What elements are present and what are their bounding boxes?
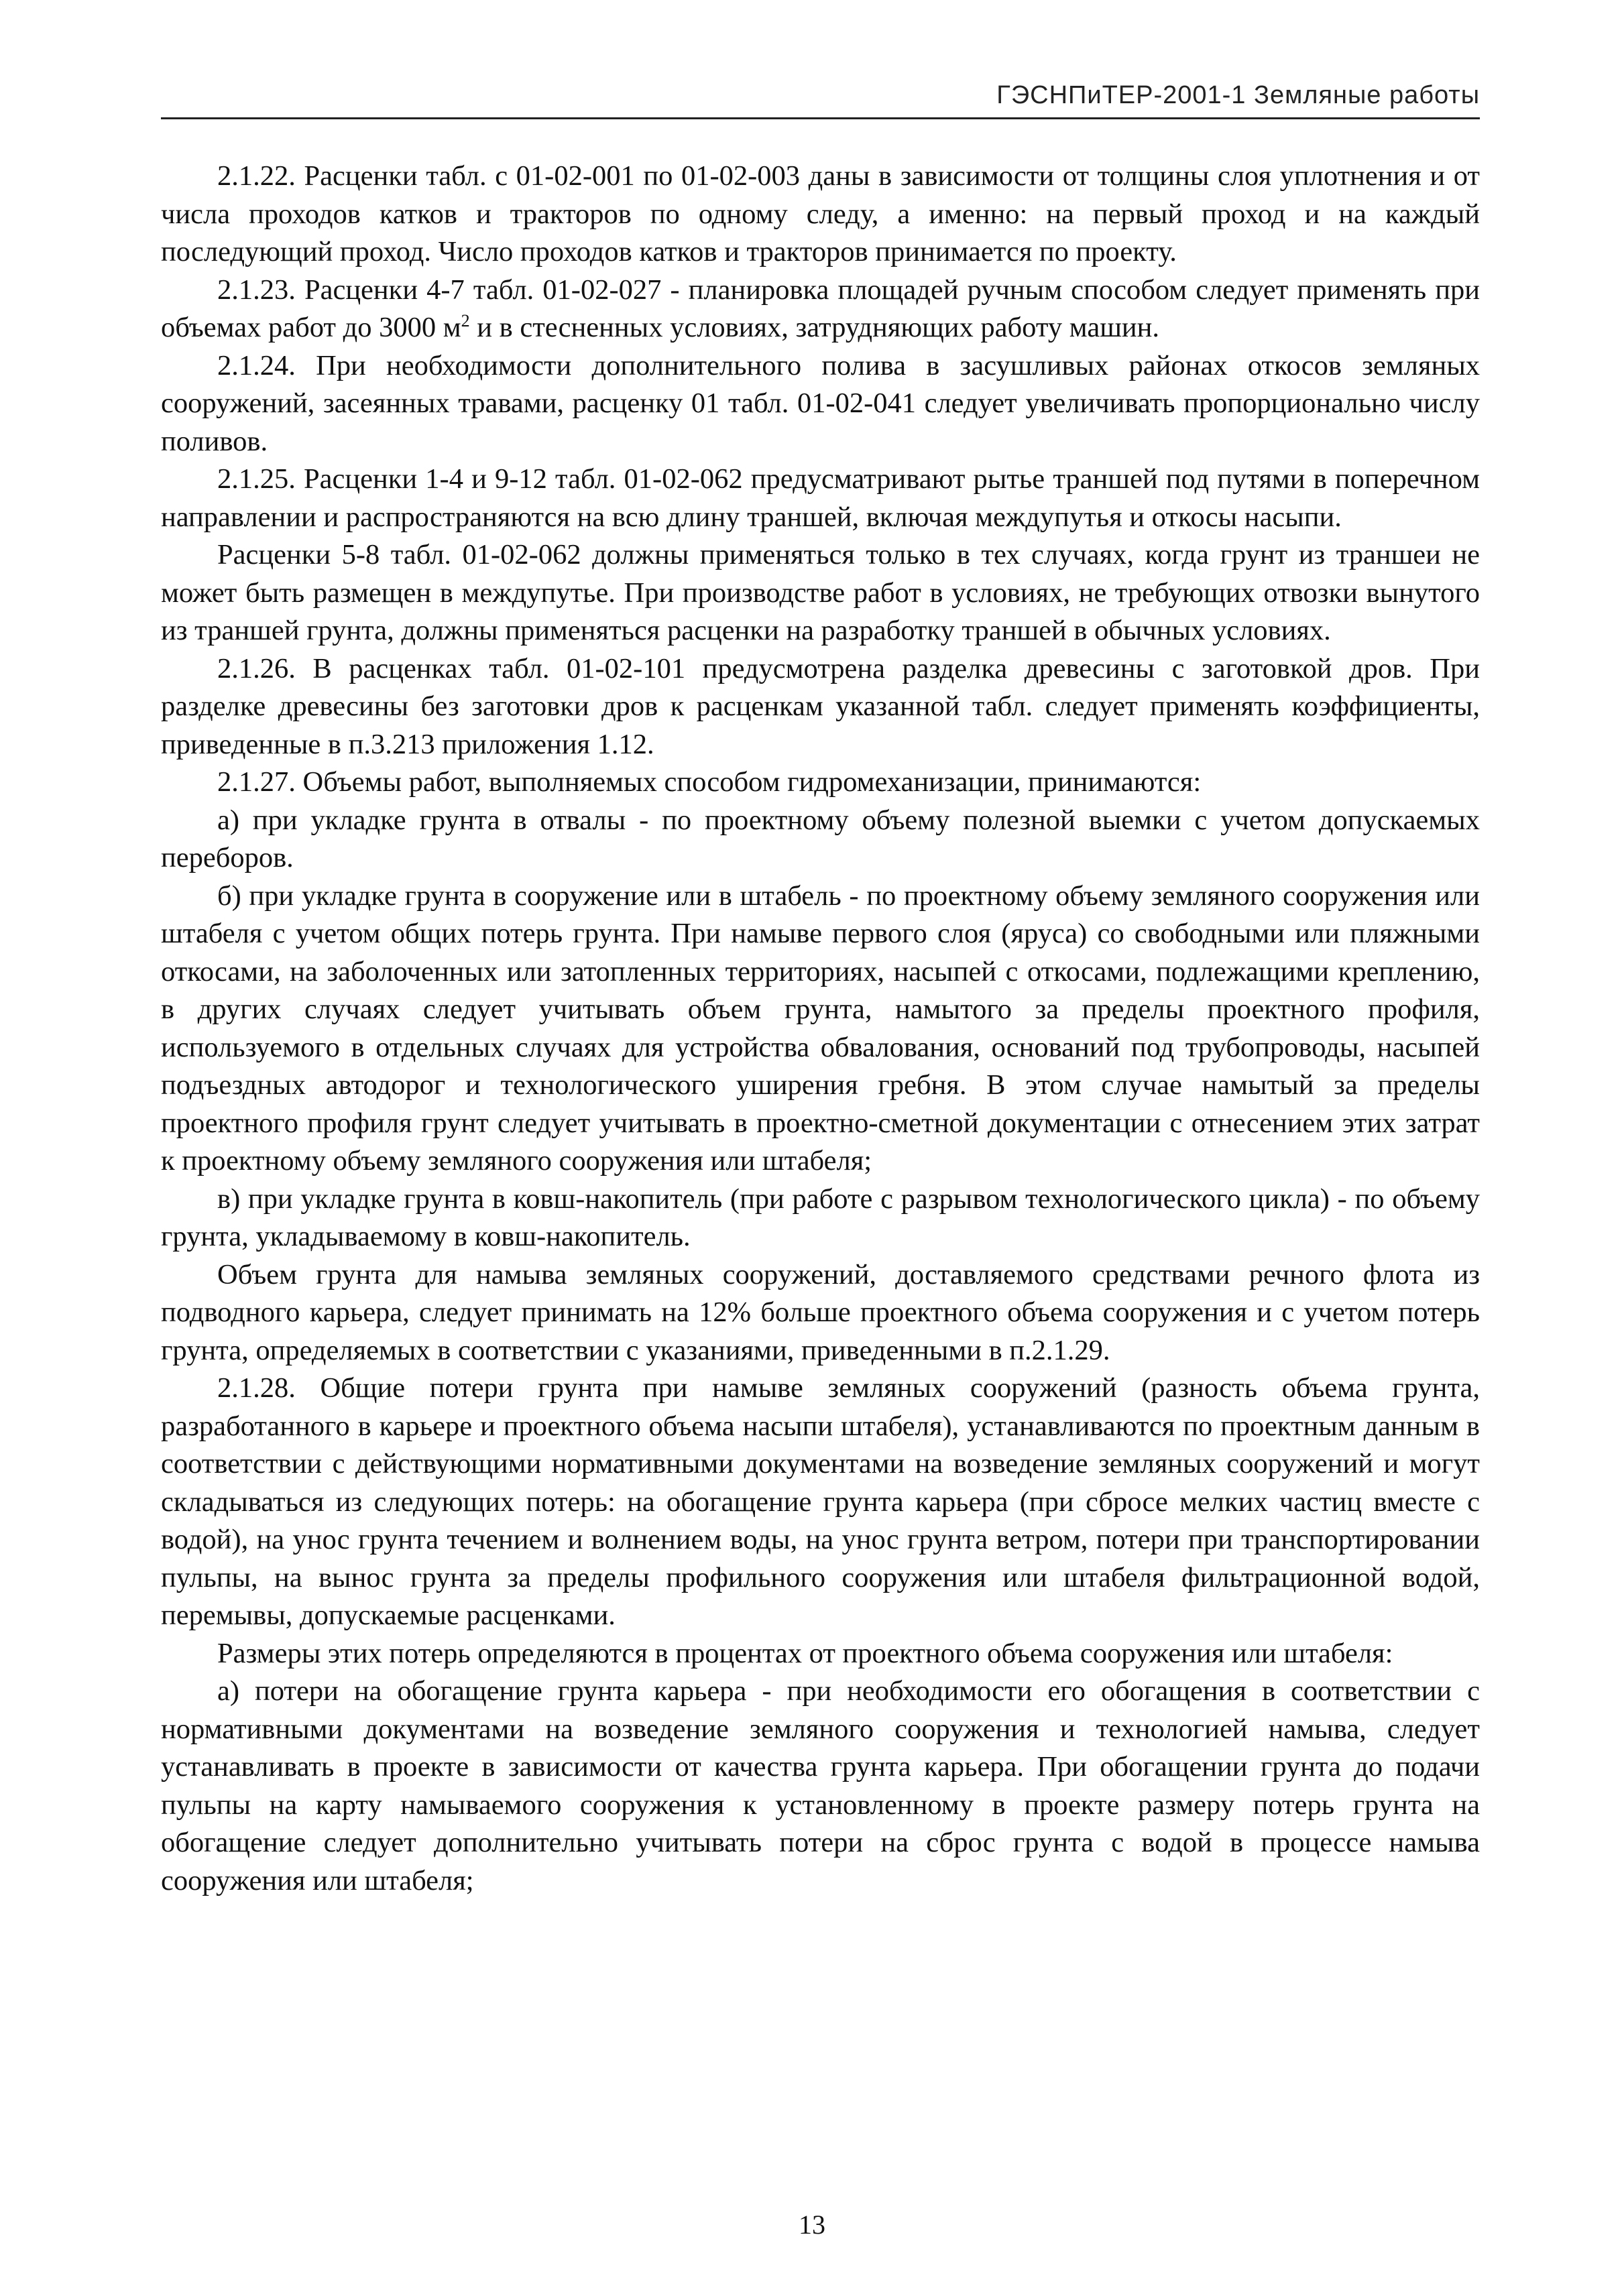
superscript-2: 2: [461, 310, 470, 330]
header-rule: [161, 117, 1480, 119]
paragraph-2-1-27-b: б) при укладке грунта в сооружение или в штабель - по проектному объему земляного сооружения или штабеля с учетом общих потерь грунта. При намыве первого слоя (яруса) со свободными или пляжными откосами, на заболоченных или затопленных территориях, насыпей с откосами, подлежащими креплению, в других случаях следует учитывать объем грунта, намытого за пределы проектного профиля, используемого в отдельных случаях для устройства обвалования, оснований под трубопроводы, насыпей подъездных автодорог и технологического уширения гребня. В этом случае намытый за пределы проектного профиля грунт следует учитывать в проектно-сметной документации с отнесением этих затрат к проектному объему земляного сооружения или штабеля;: [161, 880, 1480, 1176]
paragraph-2-1-28: 2.1.28. Общие потери грунта при намыве земляных сооружений (разность объема грунта, разработанного в карьере и проектного объема насыпи штабеля), устанавливаются по проектным данным в соответствии с действующими нормативными документами на возведение земляных сооружений и могут складываться из следующих потерь: на обогащение грунта карьера (при сбросе мелких частиц вместе с водой), на унос грунта течением и волнением воды, на унос грунта ветром, потери при транспортировании пульпы, на вынос грунта за пределы профильного сооружения или штабеля фильтрационной водой, перемывы, допускаемые расценками.: [161, 1372, 1480, 1631]
paragraph-2-1-25-b: Расценки 5-8 табл. 01-02-062 должны применяться только в тех случаях, когда грунт из траншеи не может быть размещен в междупутье. При производстве работ в условиях, не требующих отвозки вынутого из траншей грунта, должны применяться расценки на разработку траншей в обычных условиях.: [161, 539, 1480, 646]
paragraph-2-1-23-text-rest: и в стесненных условиях, затрудняющих работу машин.: [469, 312, 1160, 343]
paragraph-2-1-26: 2.1.26. В расценках табл. 01-02-101 предусмотрена разделка древесины с заготовкой дров. При разделке древесины без заготовки дров к расценкам указанной табл. следует применять коэффициенты, приведенные в п.3.213 приложения 1.12.: [161, 652, 1480, 760]
paragraph-2-1-22: 2.1.22. Расценки табл. с 01-02-001 по 01-02-003 даны в зависимости от толщины слоя уплотнения и от числа проходов катков и тракторов по одному следу, а именно: на первый проход и на каждый последующий проход. Число проходов катков и тракторов принимается по проекту.: [161, 160, 1480, 267]
paragraph-2-1-24: 2.1.24. При необходимости дополнительного полива в засушливых районах откосов земляных сооружений, засеянных травами, расценку 01 табл. 01-02-041 следует увеличивать пропорционально числу поливов.: [161, 349, 1480, 457]
paragraph-2-1-27-d: Объем грунта для намыва земляных сооружений, доставляемого средствами речного флота из подводного карьера, следует принимать на 12% больше проектного объема сооружения и с учетом потерь грунта, определяемых в соответствии с указаниями, приведенными в п.2.1.29.: [161, 1258, 1480, 1366]
page-number: 13: [799, 2210, 825, 2240]
paragraph-2-1-25: 2.1.25. Расценки 1-4 и 9-12 табл. 01-02-062 предусматривают рытье траншей под путями в поперечном направлении и распространяются на всю длину траншей, включая междупутья и откосы насыпи.: [161, 463, 1480, 533]
running-header: ГЭСНПиТЕР-2001-1 Земляные работы: [996, 81, 1480, 109]
paragraph-2-1-27-c: в) при укладке грунта в ковш-накопитель (при работе с разрывом технологического цикла) - по объему грунта, укладываемому в ковш-накопитель.: [161, 1183, 1480, 1252]
paragraph-2-1-28-c: а) потери на обогащение грунта карьера - при необходимости его обогащения в соответствии с нормативными документами на возведение земляного сооружения и технологией намыва, следует устанавливать в проекте в зависимости от качества грунта карьера. При обогащении грунта до подачи пульпы на карту намываемого сооружения к установленному в проекте размеру потерь грунта на обогащение следует дополнительно учитывать потери на сброс грунта с водой в процессе намыва сооружения или штабеля;: [161, 1675, 1480, 1896]
paragraph-2-1-23: [161, 271, 1480, 347]
paragraph-2-1-27: 2.1.27. Объемы работ, выполняемых способом гидромеханизации, принимаются:: [217, 766, 1202, 798]
document-body: [161, 158, 1480, 1900]
paragraph-2-1-27-a: а) при укладке грунта в отвалы - по проектному объему полезной выемки с учетом допускаемых переборов.: [161, 804, 1480, 873]
paragraph-2-1-23-text: 2.1.23. Расценки 4-7 табл. 01-02-027 - планировка площадей ручным способом следует применять при объемах работ до 3000 м: [161, 274, 1480, 343]
paragraph-2-1-28-b: Размеры этих потерь определяются в процентах от проектного объема сооружения или штабеля:: [217, 1637, 1393, 1669]
